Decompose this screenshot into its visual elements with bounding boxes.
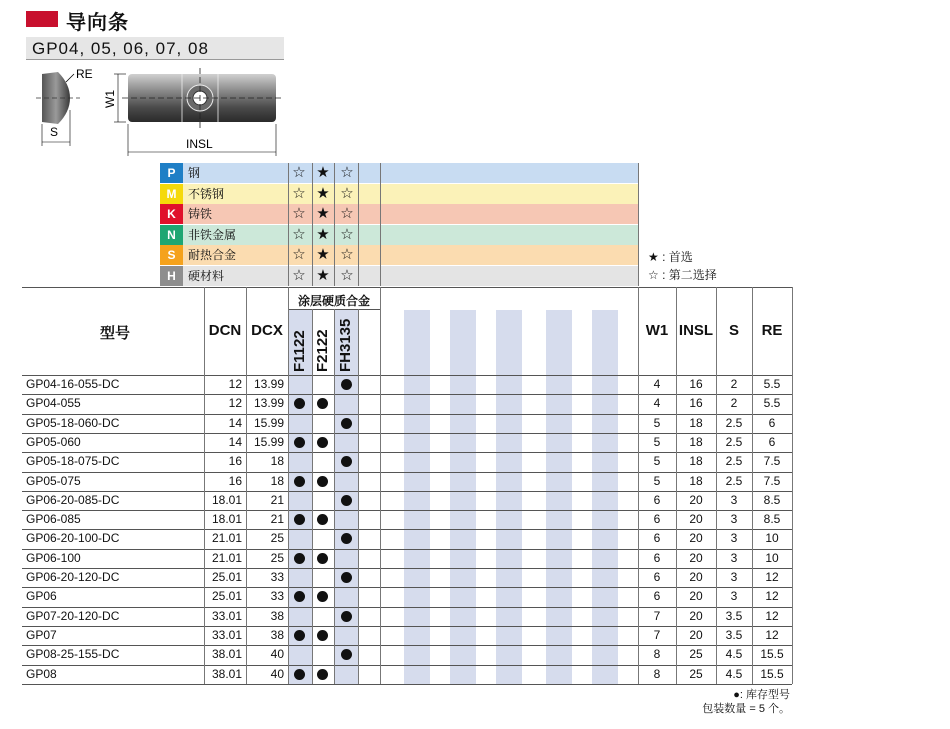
insl-label: INSL [186,137,213,151]
header-s: S [728,322,739,339]
cell-w1: 7 [653,627,661,642]
cell-re: 15.5 [760,647,784,662]
header-grade-f2122: F2122 [314,329,331,372]
cell-model: GP06-100 [26,550,81,565]
table-column-rule [792,287,793,684]
cell-dcx: 13.99 [253,396,284,411]
cell-s: 3 [730,550,738,565]
cell-insl: 20 [689,627,703,642]
second-choice-star-icon: ☆ [340,246,354,263]
cell-re: 10 [765,531,779,546]
cell-re: 8.5 [763,492,781,507]
iso-material-label: 硬材料 [188,268,225,283]
stock-dot-icon [317,437,328,448]
cell-insl: 25 [689,647,703,662]
cell-insl: 20 [689,531,703,546]
header-w1: W1 [645,322,669,339]
cell-model: GP06-085 [26,512,81,527]
cell-re: 12 [765,627,779,642]
stock-dot-icon [341,379,352,390]
cell-dcn: 16 [228,454,242,469]
iso-material-label: 不锈钢 [188,186,225,201]
cell-insl: 18 [689,415,703,430]
cell-w1: 5 [653,434,661,449]
cell-re: 5.5 [763,396,781,411]
cell-model: GP05-075 [26,473,81,488]
stock-dot-icon [294,630,305,641]
iso-row-k [160,204,638,224]
cell-s: 3 [730,589,738,604]
cell-dcn: 14 [228,415,242,430]
cell-dcn: 33.01 [211,608,242,623]
iso-grid-line [380,163,381,286]
title-accent-bar [26,11,58,27]
cell-insl: 20 [689,570,703,584]
iso-row-h [160,266,638,286]
cell-model: GP05-18-060-DC [26,415,120,430]
second-choice-star-icon: ☆ [340,184,354,202]
cell-insl: 25 [689,666,703,681]
second-choice-star-icon: ☆ [292,205,306,222]
cell-dcx: 33 [270,589,284,604]
iso-grid-line [334,163,335,286]
cell-model: GP08-25-155-DC [26,647,120,662]
cell-s: 3.5 [725,627,743,642]
cell-dcx: 25 [270,550,284,565]
stock-dot-icon [317,630,328,641]
guide-pad-drawing [30,60,290,160]
column-stripe [546,310,572,684]
table-column-rule [288,287,289,684]
column-stripe [450,310,476,684]
re-label: RE [76,67,93,81]
cell-dcn: 12 [228,396,242,411]
iso-row-s [160,245,638,265]
header-grade-f1122: F1122 [291,330,308,372]
cell-dcn: 38.01 [211,647,242,662]
cell-dcn: 25.01 [211,570,242,584]
cell-w1: 6 [653,589,661,604]
cell-w1: 6 [653,550,661,565]
cell-model: GP04-055 [26,396,81,411]
second-choice-star-icon: ☆ [340,164,354,181]
cell-model: GP06-20-100-DC [26,531,120,546]
cell-s: 3.5 [725,608,743,623]
cell-insl: 20 [689,589,703,604]
cell-dcn: 25.01 [211,589,242,604]
cell-re: 10 [765,550,779,565]
cell-model: GP06-20-085-DC [26,492,120,507]
stock-dot-icon [341,418,352,429]
cell-s: 4.5 [725,666,743,681]
cell-dcx: 21 [270,492,284,507]
first-choice-star-icon: ★ [316,205,330,222]
table-column-rule [334,309,335,684]
iso-code-badge: S [160,245,183,265]
footnote-pack: 包装数量 = 5 个。 [702,703,790,715]
iso-code-badge: K [160,204,183,224]
iso-grid-line [358,163,359,286]
cell-model: GP07 [26,627,57,642]
second-choice-star-icon: ☆ [292,184,306,202]
stock-dot-icon [294,553,305,564]
cell-s: 2.5 [725,415,743,430]
cell-w1: 6 [653,512,661,527]
second-choice-star-icon: ☆ [340,205,354,222]
cell-re: 7.5 [763,473,781,488]
column-stripe [592,310,618,684]
header-dcn: DCN [208,322,242,339]
cell-dcn: 14 [228,434,242,449]
footnote-stock: ●: 库存型号 [733,689,790,701]
cell-insl: 20 [689,550,703,565]
first-choice-star-icon: ★ [316,184,330,202]
iso-code-badge: P [160,163,183,183]
cell-dcn: 18.01 [211,512,242,527]
stock-dot-icon [317,669,328,680]
cell-dcn: 16 [228,473,242,488]
stock-dot-icon [341,572,352,583]
cell-s: 2.5 [725,454,743,469]
second-choice-star-icon: ☆ [292,266,306,284]
cell-s: 3 [730,512,738,527]
cell-w1: 5 [653,454,661,469]
cell-re: 5.5 [763,377,781,391]
cell-dcx: 33 [270,570,284,584]
iso-material-label: 钢 [188,166,201,180]
w1-label: W1 [103,90,117,108]
column-stripe [496,310,522,684]
cell-re: 12 [765,589,779,604]
cell-s: 2.5 [725,434,743,449]
iso-material-label: 耐热合金 [188,248,237,262]
cell-insl: 16 [689,377,703,391]
cell-w1: 8 [653,647,661,662]
second-choice-star-icon: ☆ [292,246,306,263]
header-grade-fh3135: FH3135 [337,318,354,372]
table-column-rule [312,309,313,684]
cell-re: 6 [768,415,776,430]
first-choice-star-icon: ★ [316,225,330,243]
header-dcx: DCX [251,322,283,339]
second-choice-star-icon: ☆ [292,164,306,181]
s-label: S [50,125,59,139]
cell-w1: 7 [653,608,661,623]
cell-s: 2 [730,377,738,391]
cell-insl: 18 [689,473,703,488]
page-subtitle: GP04, 05, 06, 07, 08 [32,39,209,58]
cell-w1: 5 [653,415,661,430]
first-choice-star-icon: ★ [316,164,330,181]
cell-model: GP05-060 [26,434,81,449]
stock-dot-icon [317,553,328,564]
cell-dcx: 15.99 [253,415,284,430]
iso-material-label: 铸铁 [188,207,213,221]
cell-model: GP05-18-075-DC [26,454,120,469]
iso-material-label: 非铁金属 [188,227,237,242]
cell-s: 3 [730,570,738,584]
stock-dot-icon [294,476,305,487]
cell-insl: 20 [689,512,703,527]
iso-row-n [160,225,638,245]
stock-dot-icon [341,611,352,622]
cell-re: 12 [765,608,779,623]
cell-model: GP06-20-120-DC [26,570,120,584]
page-title: 导向条 [66,12,129,34]
cell-w1: 6 [653,570,661,584]
cell-dcn: 38.01 [211,666,242,681]
cell-re: 6 [768,434,776,449]
cell-model: GP06 [26,589,57,604]
iso-code-badge: M [160,184,183,204]
cell-s: 4.5 [725,647,743,662]
cell-w1: 5 [653,473,661,488]
header-re: RE [761,322,783,339]
first-choice-star-icon: ★ [316,246,330,263]
cell-s: 2 [730,396,738,411]
table-column-rule [380,287,381,684]
cell-w1: 4 [653,396,661,411]
cell-insl: 20 [689,608,703,623]
cell-model: GP08 [26,666,57,681]
cell-re: 12 [765,570,779,584]
stock-dot-icon [317,514,328,525]
stock-dot-icon [341,495,352,506]
cell-dcx: 18 [270,473,284,488]
cell-re: 15.5 [760,666,784,681]
cell-w1: 6 [653,531,661,546]
header-coated-carbide: 涂层硬质合金 [297,294,370,308]
legend-first-choice: ★ : 首选 [648,250,693,264]
stock-dot-icon [294,437,305,448]
stock-dot-icon [317,398,328,409]
first-choice-star-icon: ★ [316,266,330,284]
legend-second-choice: ☆ : 第二选择 [648,268,717,282]
cell-dcx: 38 [270,627,284,642]
cell-w1: 4 [653,377,661,391]
column-stripe [404,310,430,684]
cell-dcx: 21 [270,512,284,527]
cell-dcx: 18 [270,454,284,469]
cell-dcx: 40 [270,647,284,662]
iso-row-p [160,163,638,183]
header-insl: INSL [678,322,714,339]
cell-model: GP04-16-055-DC [26,377,120,391]
iso-grid-line [638,163,639,286]
iso-code-badge: N [160,225,183,245]
cell-dcn: 21.01 [211,531,242,546]
iso-grid-line [312,163,313,286]
cell-dcx: 38 [270,608,284,623]
cell-s: 3 [730,531,738,546]
cell-re: 7.5 [763,454,781,469]
cell-model: GP07-20-120-DC [26,608,120,623]
cell-dcx: 25 [270,531,284,546]
stock-dot-icon [294,669,305,680]
cell-dcn: 21.01 [211,550,242,565]
cell-s: 3 [730,492,738,507]
table-column-rule [358,309,359,684]
iso-row-m [160,184,638,204]
cell-insl: 20 [689,492,703,507]
iso-code-badge: H [160,266,183,286]
cell-insl: 18 [689,454,703,469]
cell-dcx: 40 [270,666,284,681]
second-choice-star-icon: ☆ [340,225,354,243]
cell-dcx: 13.99 [253,377,284,391]
iso-grid-line [288,163,289,286]
cell-w1: 6 [653,492,661,507]
cell-dcx: 15.99 [253,434,284,449]
cell-insl: 18 [689,434,703,449]
cell-dcn: 12 [228,377,242,391]
header-model: 型号 [99,325,130,342]
cell-dcn: 33.01 [211,627,242,642]
cell-dcn: 18.01 [211,492,242,507]
second-choice-star-icon: ☆ [292,225,306,243]
second-choice-star-icon: ☆ [340,266,354,284]
cell-insl: 16 [689,396,703,411]
table-rule [22,684,792,685]
cell-w1: 8 [653,666,661,681]
stock-dot-icon [317,476,328,487]
cell-re: 8.5 [763,512,781,527]
cell-s: 2.5 [725,473,743,488]
stock-dot-icon [317,591,328,602]
